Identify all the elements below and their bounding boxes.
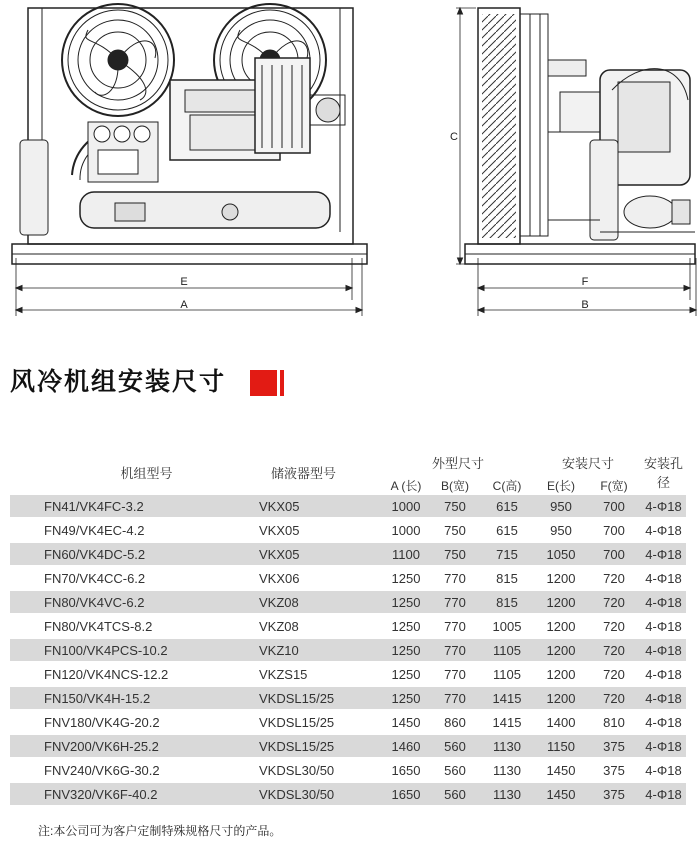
cell-receiver: VKX06 xyxy=(259,566,381,590)
cell-receiver: VKX05 xyxy=(259,495,381,518)
cell-e: 1050 xyxy=(535,542,587,566)
cell-receiver: VKZ08 xyxy=(259,590,381,614)
cell-a: 1450 xyxy=(381,710,431,734)
cell-f: 375 xyxy=(587,734,641,758)
dim-label-c: C xyxy=(450,131,458,143)
cell-receiver: VKDSL15/25 xyxy=(259,686,381,710)
subheader-b: B(宽) xyxy=(441,478,469,493)
cell-receiver: VKZS15 xyxy=(259,662,381,686)
unit-drawings xyxy=(0,0,700,330)
cell-hole: 4-Φ18 xyxy=(641,495,686,518)
table-row xyxy=(10,734,686,758)
cell-model: FNV180/VK4G-20.2 xyxy=(10,710,259,734)
cell-hole: 4-Φ18 xyxy=(641,542,686,566)
cell-b: 770 xyxy=(431,686,479,710)
title-accent-block xyxy=(250,370,277,396)
footnote: 注:本公司可为客户定制特殊规格尺寸的产品。 xyxy=(38,824,282,838)
cell-hole: 4-Φ18 xyxy=(641,758,686,782)
cell-c: 1005 xyxy=(479,614,535,638)
cell-e: 950 xyxy=(535,495,587,518)
table-row xyxy=(10,710,686,734)
cell-f: 720 xyxy=(587,590,641,614)
cell-b: 560 xyxy=(431,782,479,806)
section-title: 风冷机组安装尺寸 xyxy=(10,367,227,396)
cell-hole: 4-Φ18 xyxy=(641,518,686,542)
dim-label-b: B xyxy=(581,299,589,311)
cell-f: 700 xyxy=(587,542,641,566)
table-row xyxy=(10,566,686,590)
cell-a: 1000 xyxy=(381,518,431,542)
cell-c: 1105 xyxy=(479,662,535,686)
cell-hole: 4-Φ18 xyxy=(641,662,686,686)
cell-receiver: VKZ08 xyxy=(259,614,381,638)
cell-hole: 4-Φ18 xyxy=(641,566,686,590)
front-view xyxy=(12,4,367,316)
cell-a: 1650 xyxy=(381,758,431,782)
cell-a: 1250 xyxy=(381,566,431,590)
cell-model: FN80/VK4VC-6.2 xyxy=(10,590,259,614)
receiver-tank xyxy=(80,192,330,228)
cell-model: FNV240/VK6G-30.2 xyxy=(10,758,259,782)
cell-b: 770 xyxy=(431,590,479,614)
table-row xyxy=(10,782,686,806)
cell-f: 720 xyxy=(587,686,641,710)
subheader-e: E(长) xyxy=(547,478,575,493)
cell-c: 1105 xyxy=(479,638,535,662)
gauge-panel xyxy=(88,122,158,182)
header-outer-size: 外型尺寸 xyxy=(431,455,484,471)
cell-hole: 4-Φ18 xyxy=(641,734,686,758)
table-row xyxy=(10,758,686,782)
cell-a: 1250 xyxy=(381,638,431,662)
table-row xyxy=(10,590,686,614)
header-install-size: 安装尺寸 xyxy=(561,455,614,471)
cell-f: 700 xyxy=(587,518,641,542)
compressor xyxy=(170,58,345,160)
cell-f: 720 xyxy=(587,638,641,662)
cell-b: 750 xyxy=(431,495,479,518)
header-model: 机组型号 xyxy=(120,465,173,481)
cell-a: 1460 xyxy=(381,734,431,758)
cell-receiver: VKZ10 xyxy=(259,638,381,662)
table-row xyxy=(10,662,686,686)
cell-e: 950 xyxy=(535,518,587,542)
cell-b: 750 xyxy=(431,542,479,566)
cell-receiver: VKX05 xyxy=(259,542,381,566)
cell-c: 615 xyxy=(479,518,535,542)
cell-f: 720 xyxy=(587,662,641,686)
cell-c: 615 xyxy=(479,495,535,518)
dim-label-f: F xyxy=(581,276,589,288)
table-row xyxy=(10,638,686,662)
cell-b: 770 xyxy=(431,614,479,638)
cell-e: 1450 xyxy=(535,782,587,806)
header-receiver: 储液器型号 xyxy=(271,465,337,481)
cell-c: 1130 xyxy=(479,782,535,806)
cell-f: 720 xyxy=(587,566,641,590)
dim-label-a: A xyxy=(180,299,188,311)
table-row xyxy=(10,542,686,566)
cell-c: 815 xyxy=(479,566,535,590)
cell-model: FNV200/VK6H-25.2 xyxy=(10,734,259,758)
cell-e: 1400 xyxy=(535,710,587,734)
cell-b: 560 xyxy=(431,758,479,782)
dimension-table xyxy=(10,449,686,807)
table-row xyxy=(10,518,686,542)
cell-c: 1130 xyxy=(479,734,535,758)
title-accent-bar xyxy=(280,370,284,396)
cell-b: 770 xyxy=(431,638,479,662)
cell-c: 1415 xyxy=(479,710,535,734)
cell-c: 715 xyxy=(479,542,535,566)
cell-e: 1150 xyxy=(535,734,587,758)
cell-a: 1650 xyxy=(381,782,431,806)
cell-model: FN100/VK4PCS-10.2 xyxy=(10,638,259,662)
side-view xyxy=(456,8,696,316)
cell-c: 1130 xyxy=(479,758,535,782)
fan-left xyxy=(62,4,174,116)
cell-e: 1200 xyxy=(535,566,587,590)
header-hole: 安装孔径 xyxy=(643,456,683,490)
cell-model: FN70/VK4CC-6.2 xyxy=(10,566,259,590)
cell-hole: 4-Φ18 xyxy=(641,590,686,614)
cell-model: FN49/VK4EC-4.2 xyxy=(10,518,259,542)
cell-c: 815 xyxy=(479,590,535,614)
title-accent-mark xyxy=(250,370,286,396)
cell-e: 1200 xyxy=(535,614,587,638)
cell-a: 1000 xyxy=(381,495,431,518)
subheader-f: F(宽) xyxy=(600,478,628,493)
cell-model: FN80/VK4TCS-8.2 xyxy=(10,614,259,638)
cell-model: FN60/VK4DC-5.2 xyxy=(10,542,259,566)
cell-model: FN41/VK4FC-3.2 xyxy=(10,495,259,518)
cell-b: 860 xyxy=(431,710,479,734)
cell-receiver: VKX05 xyxy=(259,518,381,542)
cell-hole: 4-Φ18 xyxy=(641,638,686,662)
cell-b: 560 xyxy=(431,734,479,758)
cell-e: 1200 xyxy=(535,638,587,662)
cell-b: 770 xyxy=(431,566,479,590)
cell-f: 810 xyxy=(587,710,641,734)
cell-receiver: VKDSL30/50 xyxy=(259,758,381,782)
cell-hole: 4-Φ18 xyxy=(641,614,686,638)
cell-f: 700 xyxy=(587,495,641,518)
table-row xyxy=(10,686,686,710)
subheader-a: A (长) xyxy=(390,478,422,493)
dim-label-e: E xyxy=(180,276,188,288)
cell-f: 720 xyxy=(587,614,641,638)
cell-model: FN150/VK4H-15.2 xyxy=(10,686,259,710)
cell-a: 1250 xyxy=(381,686,431,710)
cell-model: FNV320/VK6F-40.2 xyxy=(10,782,259,806)
subheader-c: C(高) xyxy=(492,478,522,493)
cell-e: 1200 xyxy=(535,662,587,686)
cell-e: 1450 xyxy=(535,758,587,782)
cell-hole: 4-Φ18 xyxy=(641,782,686,806)
cell-b: 750 xyxy=(431,518,479,542)
cell-b: 770 xyxy=(431,662,479,686)
cell-receiver: VKDSL15/25 xyxy=(259,710,381,734)
cell-f: 375 xyxy=(587,782,641,806)
table-header-row xyxy=(10,449,686,475)
cell-receiver: VKDSL15/25 xyxy=(259,734,381,758)
cell-hole: 4-Φ18 xyxy=(641,686,686,710)
cell-e: 1200 xyxy=(535,590,587,614)
cell-c: 1415 xyxy=(479,686,535,710)
cell-f: 375 xyxy=(587,758,641,782)
cell-a: 1250 xyxy=(381,662,431,686)
cell-receiver: VKDSL30/50 xyxy=(259,782,381,806)
cell-a: 1250 xyxy=(381,614,431,638)
table-row xyxy=(10,495,686,518)
cell-hole: 4-Φ18 xyxy=(641,710,686,734)
cell-model: FN120/VK4NCS-12.2 xyxy=(10,662,259,686)
table-row xyxy=(10,614,686,638)
cell-a: 1250 xyxy=(381,590,431,614)
cell-e: 1200 xyxy=(535,686,587,710)
cell-a: 1100 xyxy=(381,542,431,566)
